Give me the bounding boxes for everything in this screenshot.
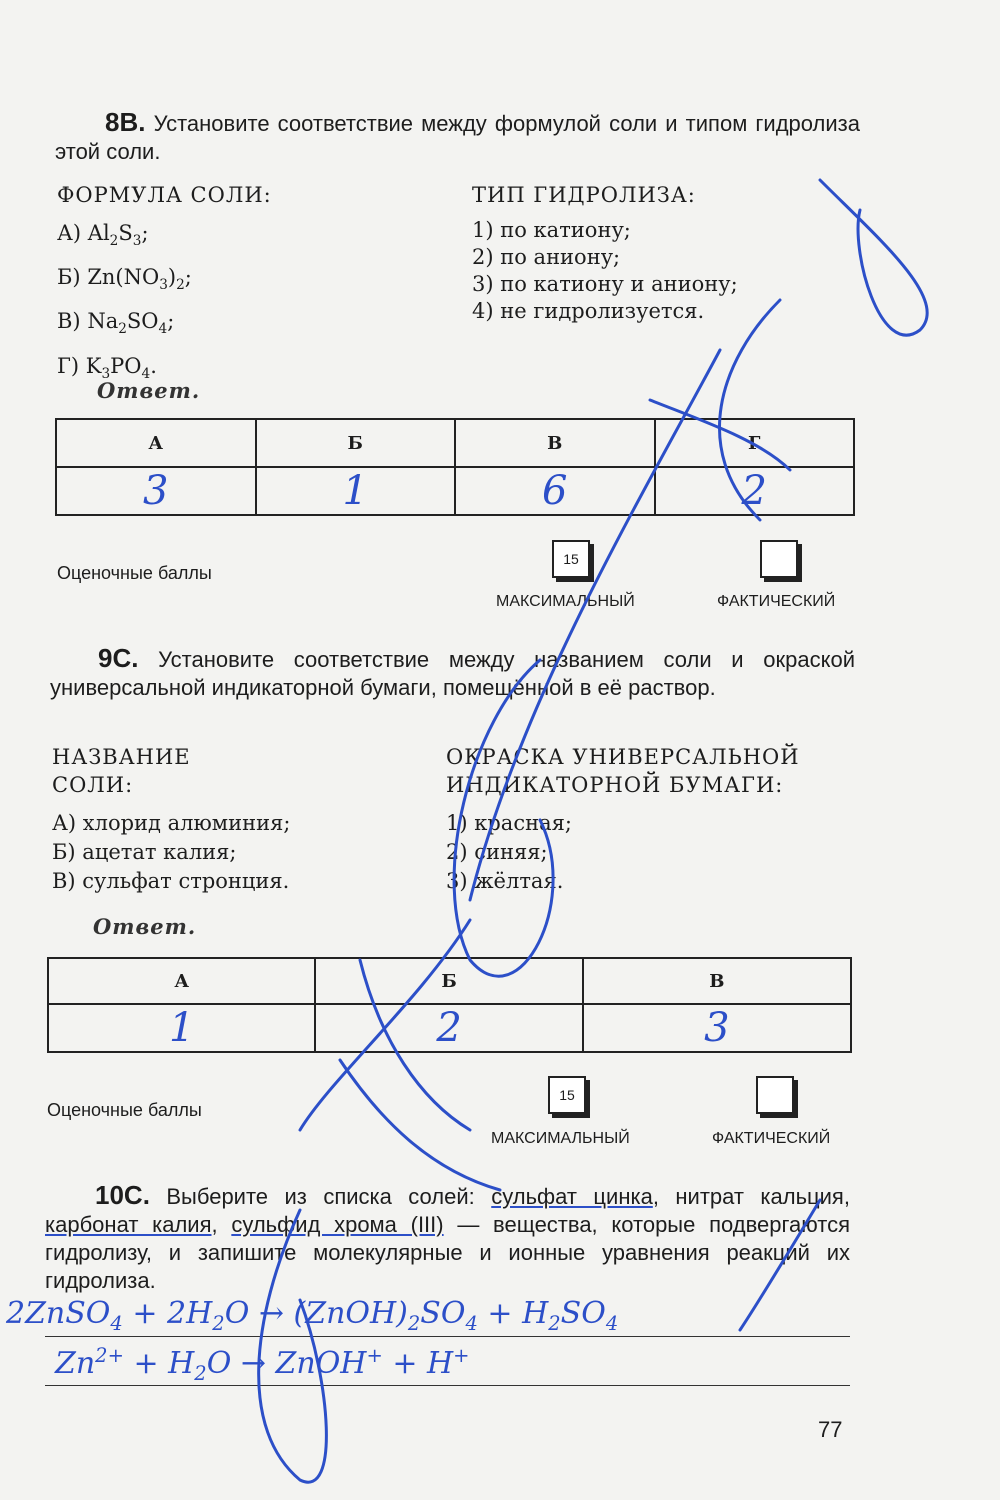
page-number: 77 [818,1417,843,1442]
answer-cell[interactable] [583,1004,851,1052]
task9-right-header: ОКРАСКА УНИВЕРСАЛЬНОЙ ИНДИКАТОРНОЙ БУМАГИ: [446,745,800,797]
formula-text: S [118,221,133,245]
task9-score-label: Оценочные баллы [47,1100,202,1120]
handwritten-answer: 1 [168,1005,195,1051]
task8-number: 8B. [105,107,146,137]
underlined-salt: сульфат цинка [491,1184,653,1209]
task8-actual-caption: ФАКТИЧЕСКИЙ [717,593,836,610]
formula-text: ; [167,309,175,334]
formula-item: Г) $K_3PO_4$. [57,353,157,382]
formula-text: O → ZnOH [206,1346,367,1381]
color-item: 1) красная; [446,811,572,835]
formula-text: Al [87,221,110,245]
task9-left-header: НАЗВАНИЕ СОЛИ: [52,745,191,797]
subscript: 2 [548,1312,561,1335]
handwritten-answer: 2 [741,468,767,514]
task8-formula-list [57,215,192,392]
task9-text: Установите соответствие между названием соли и окраской универсальной индикаторной бумаги, помещённой в её раствор. [50,647,855,700]
subscript: 2 [194,1362,207,1385]
formula-text: 2ZnSO [6,1296,111,1331]
subscript: 3 [159,277,168,294]
salt-item: В) сульфат стронция. [52,869,290,893]
table-header-cell: Б [256,419,456,467]
answer-cell[interactable] [256,467,456,515]
type-item: 4) не гидролизуется. [472,299,705,323]
answer-cell[interactable] [655,467,855,515]
underlined-salt: сульфид хрома (III) [231,1212,444,1237]
table-header-cell: В [583,958,851,1004]
subscript: 2 [212,1312,225,1335]
subscript: 4 [110,1312,123,1335]
answer-cell[interactable] [455,467,655,515]
task9-answer-label: Ответ. [93,914,197,939]
answer-cell[interactable] [315,1004,582,1052]
subscript: 4 [605,1312,619,1335]
salt-item: А) хлорид алюминия; [52,811,291,835]
formula-text: + H [382,1346,454,1381]
type-item: 2) по аниону; [472,245,621,269]
table-header-cell: В [455,419,655,467]
pen-stroke [820,180,927,335]
subscript: 4 [158,321,168,338]
formula-text: Na [87,309,119,334]
subscript: 2 [407,1312,421,1335]
handwritten-answer: 6 [542,468,568,514]
color-item: 2) синяя; [446,840,548,864]
formula-text: ; [141,221,149,245]
formula-text: . [150,353,157,378]
formula-text: SO [560,1296,606,1331]
task9-actual-caption: ФАКТИЧЕСКИЙ [712,1130,831,1147]
subscript: 2 [118,321,127,338]
formula-text: + H [123,1346,195,1381]
table-header-cell: Г [655,419,855,467]
task8-text: Установите соответствие между формулой соли и типом гидролиза этой соли. [55,111,860,164]
subscript: 3 [132,233,142,250]
type-item: 3) по катиону и аниону; [472,272,738,296]
superscript: + [366,1344,383,1367]
formula-item: В) $Na_2SO_4$; [57,309,175,338]
subscript: 3 [101,365,111,382]
formula-text: SO [126,309,159,334]
superscript: 2+ [95,1344,124,1367]
handwritten-answer: 2 [436,1005,462,1051]
task8-answer-table [55,418,855,516]
handwritten-answer: 3 [704,1005,730,1051]
formula-text: + 2H [122,1296,213,1331]
handwritten-equation-ionic [55,1344,470,1385]
task8-statement [55,108,860,166]
writing-line [45,1385,850,1386]
subscript: 4 [465,1312,478,1335]
task8-answer-label: Ответ. [97,378,201,403]
writing-line [45,1336,850,1337]
task10-number: 10C. [95,1180,150,1210]
subscript: 4 [141,365,151,382]
task9-number: 9C. [98,643,139,673]
task8-max-score-box: 15 [552,540,590,578]
subscript: 2 [109,233,119,250]
task9-salt-list [52,809,290,896]
task8-actual-score-box[interactable] [760,540,798,578]
formula-text: PO [110,353,142,378]
task9-max-caption: МАКСИМАЛЬНЫЙ [491,1130,630,1147]
answer-cell[interactable] [48,1004,315,1052]
task9-statement [50,644,855,702]
subscript: 2 [176,277,185,294]
superscript: + [453,1344,470,1367]
salt-item: Б) ацетат калия; [52,840,237,864]
pen-stroke [340,1060,500,1190]
formula-text: + H [477,1296,549,1331]
task10-statement: 10C. Выберите из списка солей: сульфат цинка, нитрат кальция, карбонат калия, сульфид хрома (III) — вещества, которые подвергаются гидролизу, и запишите молекулярные и ионные уравнения реакций их гидролиза. [45,1180,851,1293]
formula-item: Б) $Zn(NO_3)_2$; [57,265,192,294]
handwritten-answer: 1 [342,468,368,514]
task8-score-label: Оценочные баллы [57,563,212,583]
task9-color-list [446,809,572,896]
formula-text: Zn(NO [87,265,160,290]
table-header-cell: А [48,958,315,1004]
handwritten-equation-molecular [6,1296,618,1335]
formula-item: А) $Al_2S_3$; [57,221,149,250]
formula-text: O → (ZnOH) [224,1296,408,1331]
table-header-cell: Б [315,958,582,1004]
formula-text: ; [184,265,192,290]
underlined-salt: карбонат калия [45,1212,212,1237]
formula-text: SO [420,1296,466,1331]
color-item: 3) жёлтая. [446,869,564,893]
task8-type-list [472,217,738,325]
handwritten-answer: 3 [143,468,169,514]
task9-actual-score-box[interactable] [756,1076,794,1114]
task8-left-header: ФОРМУЛА СОЛИ: [57,183,272,207]
answer-cell[interactable] [56,467,256,515]
formula-text: K [85,353,102,378]
task8-right-header: ТИП ГИДРОЛИЗА: [472,183,696,207]
table-header-cell: А [56,419,256,467]
formula-text: Zn [55,1346,96,1381]
task9-max-score-box: 15 [548,1076,586,1114]
task8-max-caption: МАКСИМАЛЬНЫЙ [496,593,635,610]
type-item: 1) по катиону; [472,218,631,242]
task9-answer-table [47,957,852,1053]
formula-text: ) [167,265,177,290]
